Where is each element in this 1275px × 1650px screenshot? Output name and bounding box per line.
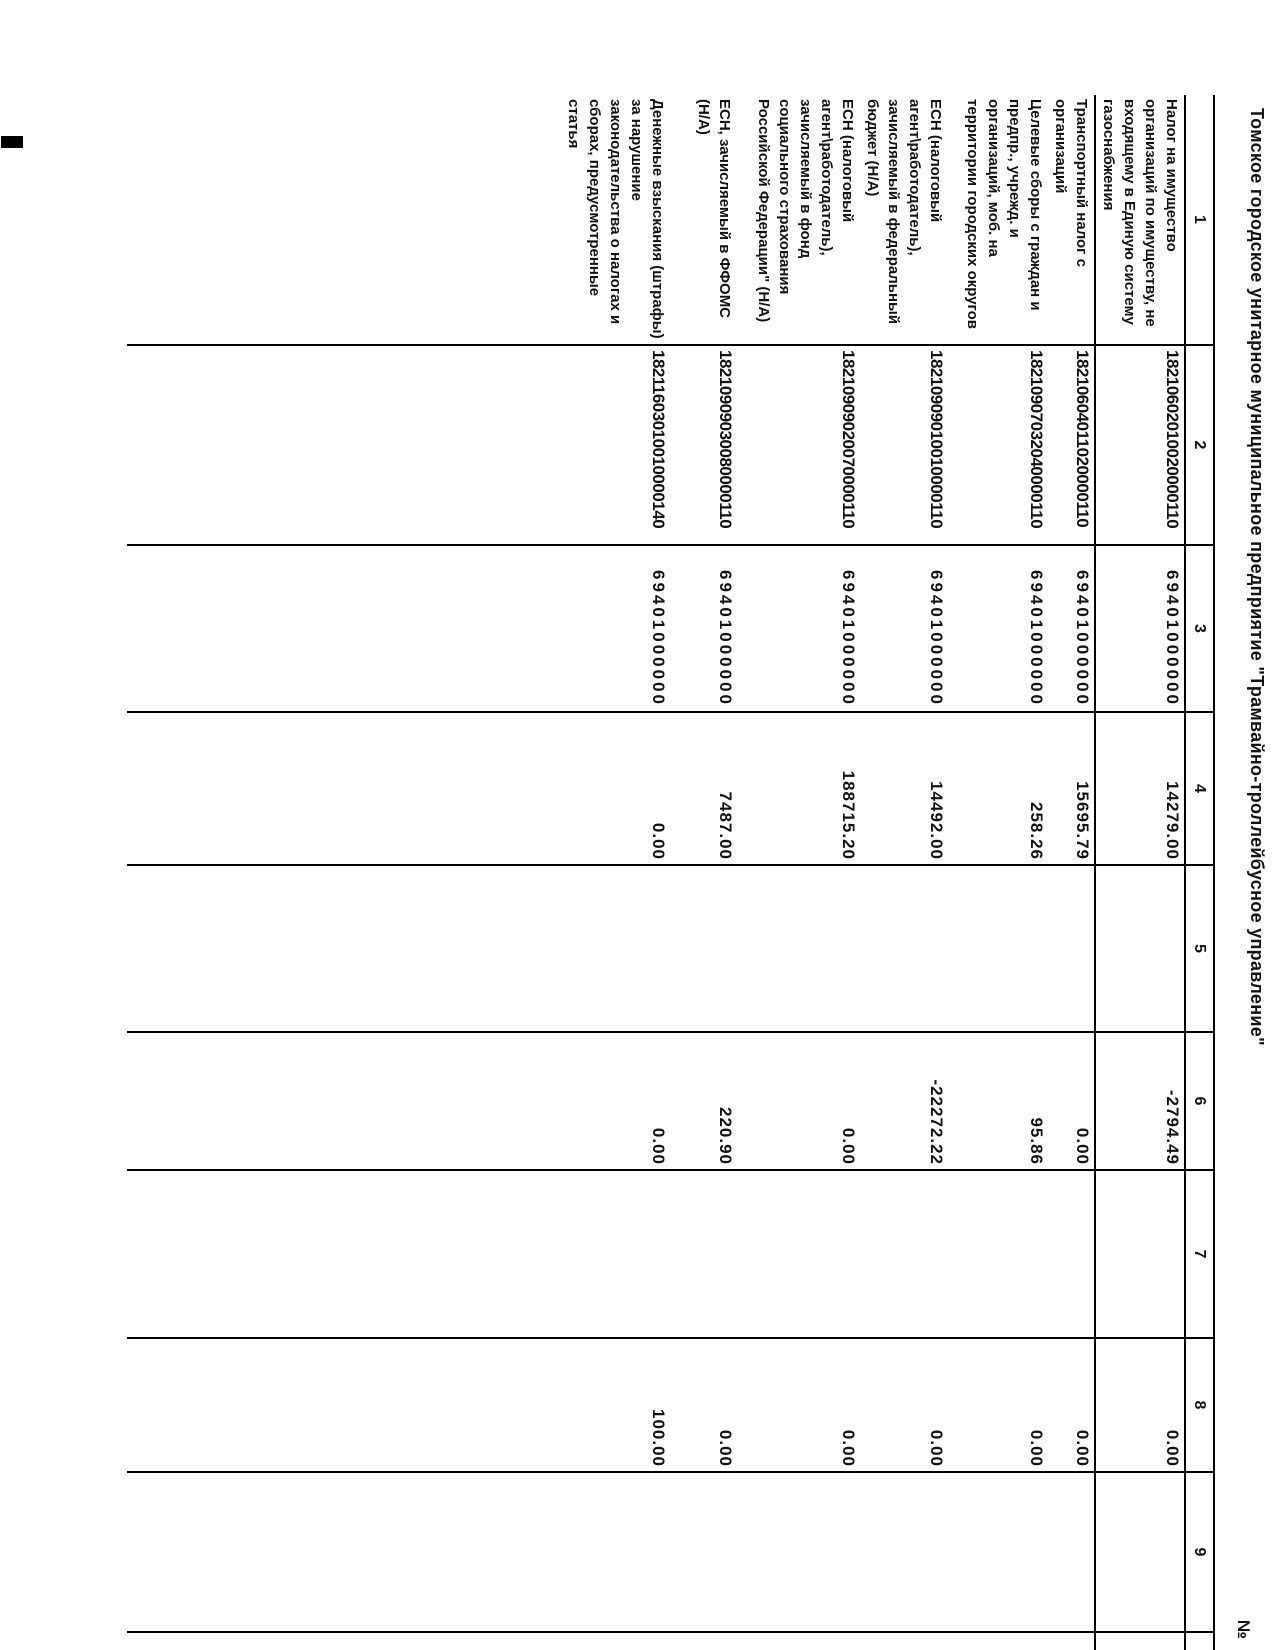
- cell-empty-7: [737, 1170, 860, 1338]
- cell-cutoff-10: [670, 1632, 737, 1650]
- cell-empty-7: [860, 1170, 948, 1338]
- cell-amount-6: 0.00: [737, 1032, 860, 1170]
- cell-empty-9: [860, 1472, 948, 1632]
- cell-kbk-code: 18210602010020000110: [1095, 345, 1185, 545]
- cell-amount-4: 15695.79: [1048, 712, 1095, 865]
- empty-cell: [127, 545, 557, 712]
- cell-amount-6: 220.90: [670, 1032, 737, 1170]
- cell-amount-4: 7487.00: [670, 712, 737, 865]
- cell-amount-4: 14492.00: [860, 712, 948, 865]
- column-number-3: 3: [1185, 545, 1214, 712]
- empty-cell: [127, 1170, 557, 1338]
- cell-tax-name: Налог на имущество организаций по имуществу, не входящему в Единую систему газоснабжения: [1095, 95, 1185, 345]
- cell-amount-8: 100.00: [557, 1338, 670, 1472]
- cell-amount-8: 0.00: [948, 1338, 1048, 1472]
- cell-kbk-code: 18211603010010000140: [557, 345, 670, 545]
- cell-amount-6: -22272.22: [860, 1032, 948, 1170]
- empty-cell: [127, 1472, 557, 1632]
- cell-empty-9: [670, 1472, 737, 1632]
- cell-okato-code: 69401000000: [948, 545, 1048, 712]
- cell-amount-8: 0.00: [737, 1338, 860, 1472]
- empty-cell: [127, 1032, 557, 1170]
- scan-edge-artifact: [1, 136, 23, 148]
- cell-tax-name: Денежные взыскания (штрафы) за нарушение законодательства о налогах и сборах, предусмотренные статья: [557, 95, 670, 345]
- cell-cutoff-10: [557, 1632, 670, 1650]
- table-row: [737, 95, 860, 1650]
- cell-amount-8: 0.00: [860, 1338, 948, 1472]
- cell-empty-5: [557, 865, 670, 1032]
- column-number-5: 5: [1185, 865, 1214, 1032]
- cell-okato-code: 69401000000: [557, 545, 670, 712]
- cell-empty-5: [860, 865, 948, 1032]
- organization-title: Томское городское унитарное муниципальное предприятие "Трамвайно-троллейбусное управление": [1247, 108, 1267, 1046]
- cell-kbk-code: 18210909030080000110: [670, 345, 737, 545]
- cell-tax-name: ЕСН, зачисляемый в ФФОМС (Н/А): [670, 95, 737, 345]
- tax-report-table: [127, 95, 1215, 1650]
- cell-amount-8: 0.00: [1048, 1338, 1095, 1472]
- column-number-9: 9: [1185, 1472, 1214, 1632]
- table-row: [557, 95, 670, 1650]
- cell-kbk-code: 18210604011020000110: [1048, 345, 1095, 545]
- cell-kbk-code: 18210907032040000110: [948, 345, 1048, 545]
- cell-amount-8: 0.00: [670, 1338, 737, 1472]
- cell-amount-4: 188715.20: [737, 712, 860, 865]
- cell-okato-code: 69401000000: [860, 545, 948, 712]
- column-number-10: [1185, 1632, 1214, 1650]
- empty-cell: [127, 865, 557, 1032]
- cell-empty-5: [737, 865, 860, 1032]
- cell-amount-4: 0.00: [557, 712, 670, 865]
- cell-amount-6: 0.00: [1048, 1032, 1095, 1170]
- cell-tax-name: ЕСН (налоговый агент\работодатель), зачисляемый в федеральный бюджет (Н/А): [860, 95, 948, 345]
- column-number-7: 7: [1185, 1170, 1214, 1338]
- table-row: [1048, 95, 1095, 1650]
- cell-amount-6: 0.00: [557, 1032, 670, 1170]
- column-number-row: [1185, 95, 1214, 1650]
- column-number-8: 8: [1185, 1338, 1214, 1472]
- cell-empty-9: [1095, 1472, 1185, 1632]
- cell-tax-name: ЕСН (налоговый агент\работодатель), зачисляемый в фонд социального страхования Российской Федерации" (Н/А): [737, 95, 860, 345]
- cell-kbk-code: 18210909010010000110: [860, 345, 948, 545]
- cell-empty-7: [670, 1170, 737, 1338]
- cell-empty-9: [737, 1472, 860, 1632]
- empty-cell: [127, 1632, 557, 1650]
- cell-empty-5: [948, 865, 1048, 1032]
- empty-cell: [127, 95, 557, 345]
- table-row: [1095, 95, 1185, 1650]
- cell-amount-4: 258.26: [948, 712, 1048, 865]
- cell-amount-6: -2794.49: [1095, 1032, 1185, 1170]
- column-number-6: 6: [1185, 1032, 1214, 1170]
- table-row: [948, 95, 1048, 1650]
- table-row: [670, 95, 737, 1650]
- column-number-1: 1: [1185, 95, 1214, 345]
- cell-empty-9: [948, 1472, 1048, 1632]
- cell-empty-7: [948, 1170, 1048, 1338]
- cell-empty-5: [1095, 865, 1185, 1032]
- cell-tax-name: Целевые сборы с граждан и предпр., учрежд. и организаций, моб. на территории городских округов: [948, 95, 1048, 345]
- cell-cutoff-10: [860, 1632, 948, 1650]
- cell-kbk-code: 18210909020070000110: [737, 345, 860, 545]
- empty-grid-row: [127, 95, 557, 1650]
- number-sign-mark: №: [1234, 1620, 1253, 1639]
- cell-okato-code: 69401000000: [670, 545, 737, 712]
- column-number-2: 2: [1185, 345, 1214, 545]
- cell-cutoff-10: [737, 1632, 860, 1650]
- cell-amount-6: 95.86: [948, 1032, 1048, 1170]
- cell-okato-code: 69401000000: [1048, 545, 1095, 712]
- cell-empty-7: [557, 1170, 670, 1338]
- cell-cutoff-10: [948, 1632, 1048, 1650]
- cell-empty-9: [1048, 1472, 1095, 1632]
- empty-cell: [127, 712, 557, 865]
- cell-amount-8: 0.00: [1095, 1338, 1185, 1472]
- cell-empty-9: [557, 1472, 670, 1632]
- cell-tax-name: Транспортный налог с организаций: [1048, 95, 1095, 345]
- cell-amount-4: 14279.00: [1095, 712, 1185, 865]
- cell-empty-7: [1095, 1170, 1185, 1338]
- cell-cutoff-10: [1095, 1632, 1185, 1650]
- table-row: [860, 95, 948, 1650]
- cell-empty-5: [670, 865, 737, 1032]
- cell-empty-5: [1048, 865, 1095, 1032]
- cell-empty-7: [1048, 1170, 1095, 1338]
- column-number-4: 4: [1185, 712, 1214, 865]
- cell-okato-code: 69401000000: [1095, 545, 1185, 712]
- empty-cell: [127, 1338, 557, 1472]
- cell-okato-code: 69401000000: [737, 545, 860, 712]
- cell-cutoff-10: [1048, 1632, 1095, 1650]
- empty-cell: [127, 345, 557, 545]
